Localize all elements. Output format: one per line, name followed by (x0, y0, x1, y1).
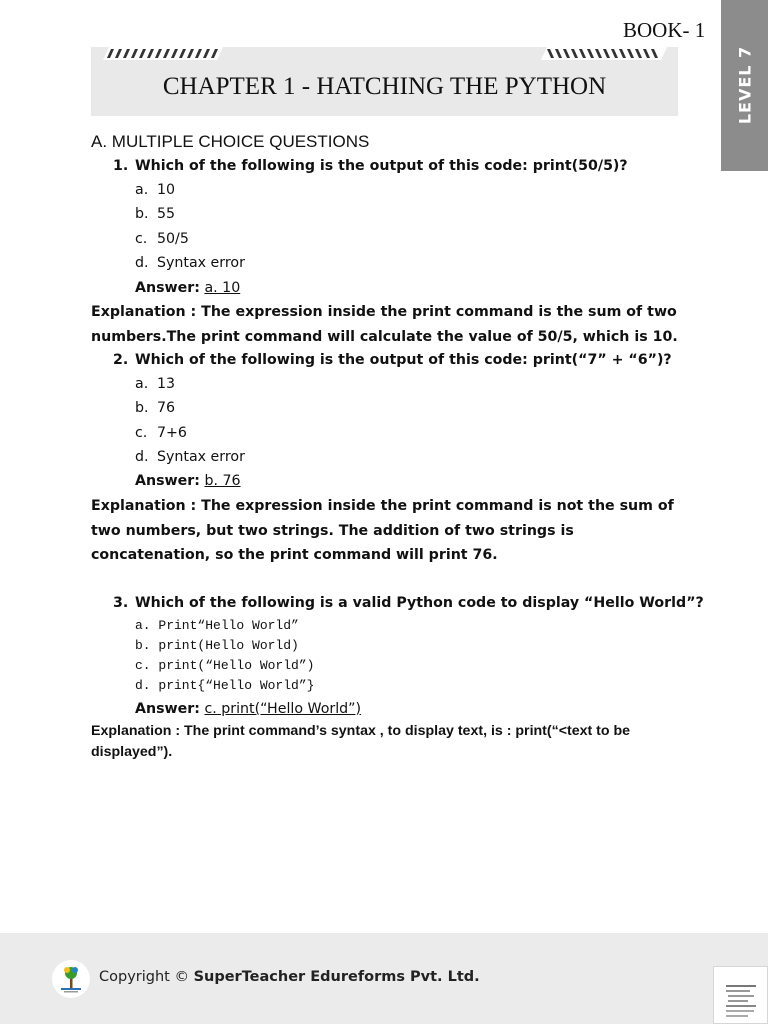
option-1b (135, 206, 175, 222)
option-text: 13 (157, 376, 176, 392)
question-text: Which of the following is the output of this code: print(50/5)? (135, 158, 628, 174)
question-number: 3. (113, 595, 129, 611)
question-number: 2. (113, 352, 129, 368)
copyright-text (99, 969, 480, 985)
option-letter: a. (135, 182, 149, 198)
option-letter: b. (135, 400, 149, 416)
option-text: 10 (157, 182, 176, 198)
answer-value: b. 76 (204, 473, 241, 489)
book-label: BOOK- 1 (623, 18, 706, 42)
option-3b: b. print(Hello World) (135, 638, 299, 653)
chapter-title: CHAPTER 1 - HATCHING THE PYTHON (162, 73, 607, 100)
option-2c (135, 425, 187, 441)
question-1 (113, 158, 628, 174)
question-text: Which of the following is the output of this code: print(“7” + “6”)? (135, 352, 672, 368)
option-letter: d. (135, 449, 149, 465)
level-tab (721, 0, 768, 171)
option-3c: c. print(“Hello World”) (135, 658, 315, 673)
option-2b (135, 400, 175, 416)
answer-value: a. 10 (204, 280, 241, 296)
question-3 (113, 595, 704, 611)
chapter-banner (91, 47, 678, 116)
option-1a (135, 182, 175, 198)
level-label: LEVEL 7 (735, 45, 754, 125)
answer-2 (135, 473, 241, 489)
option-letter: c. (135, 231, 148, 247)
copyright-prefix: Copyright © (99, 969, 189, 985)
option-1c (135, 231, 189, 247)
option-2a (135, 376, 175, 392)
answer-3 (135, 701, 361, 717)
option-3a: a. Print“Hello World” (135, 618, 299, 633)
answer-1 (135, 280, 240, 296)
explanation-2: Explanation : The expression inside the print command is not the sum of two numbers, but two strings. The addition of two strings is concatenation, so the print command will print 76. (91, 498, 674, 563)
answer-label: Answer: (135, 701, 200, 717)
question-text: Which of the following is a valid Python code to display “Hello World”? (135, 595, 704, 611)
question-2 (113, 352, 672, 368)
option-text: Syntax error (157, 255, 245, 271)
option-text: 50/5 (157, 231, 189, 247)
company-name: SuperTeacher Edureforms Pvt. Ltd. (193, 969, 480, 985)
option-text: Syntax error (157, 449, 245, 465)
stripes-right-icon (539, 47, 667, 60)
option-1d (135, 255, 245, 271)
option-letter: a. (135, 376, 149, 392)
question-number: 1. (113, 158, 129, 174)
option-2d (135, 449, 245, 465)
explanation-1: Explanation : The expression inside the print command is the sum of two numbers.The print command will calculate the value of 50/5, which is 10. (91, 304, 678, 345)
page-thumbnail-icon[interactable] (713, 966, 768, 1024)
stripes-left-icon (103, 47, 231, 60)
explanation-3: Explanation : The print command’s syntax , to display text, is : print(“<text to be displayed”). (91, 723, 631, 760)
option-letter: d. (135, 255, 149, 271)
superteacher-logo-icon (52, 960, 90, 998)
option-text: 7+6 (157, 425, 187, 441)
answer-label: Answer: (135, 280, 200, 296)
option-letter: b. (135, 206, 149, 222)
option-3d: d. print{“Hello World”} (135, 678, 315, 693)
option-text: 76 (157, 400, 176, 416)
answer-value: c. print(“Hello World”) (204, 701, 362, 717)
option-text: 55 (157, 206, 176, 222)
section-title: A. MULTIPLE CHOICE QUESTIONS (91, 132, 370, 151)
option-letter: c. (135, 425, 148, 441)
answer-label: Answer: (135, 473, 200, 489)
